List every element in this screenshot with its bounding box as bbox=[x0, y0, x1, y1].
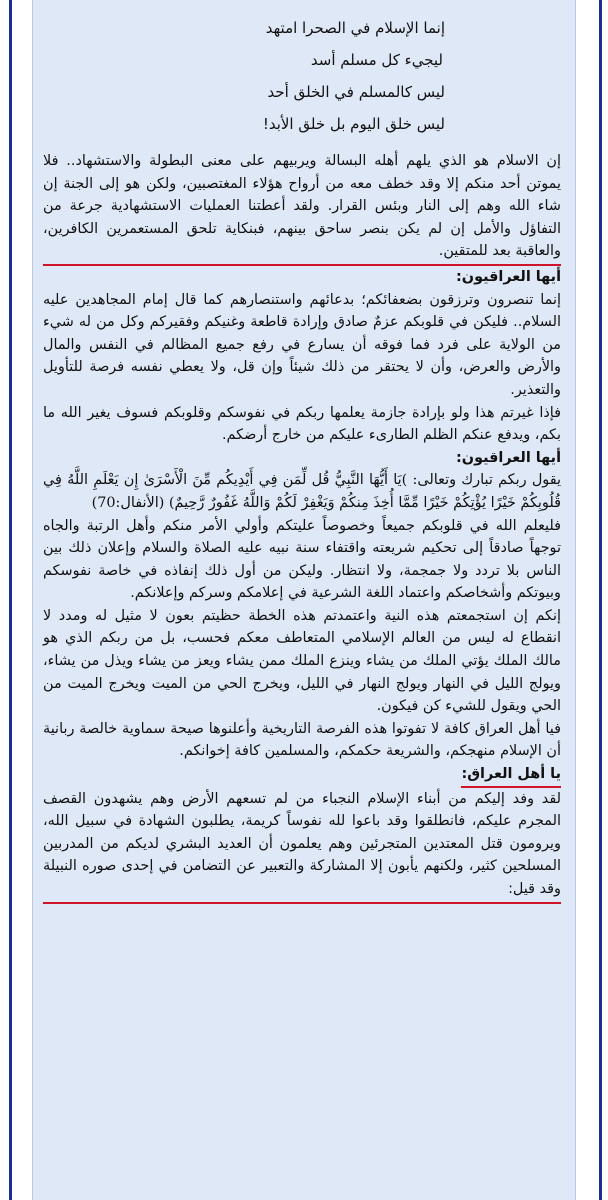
section-heading-highlighted: يا أهل العراق: bbox=[461, 763, 561, 788]
quran-verse-paragraph: يقول ربكم تبارك وتعالى: )يَا أَيُّهَا النَّبِيُّ قُل لِّمَن فِي أَيْدِيكُم مِّنَ الْأَسْرَىٰ إِن يَعْلَمِ اللَّهُ فِي قُلُوبِكُمْ خَيْرًا يُؤْتِكُمْ خَيْرًا مِّمَّا أُخِذَ مِنكُمْ وَيَغْفِرْ لَكُمْ وَاللَّهُ غَفُورٌ رَّحِيمٌ) (الأنفال:70) bbox=[43, 472, 561, 511]
left-border bbox=[0, 0, 14, 1200]
paragraph: فيا أهل العراق كافة لا تفوتوا هذه الفرصة التاريخية وأعلنوها صيحة سماوية خالصة ربانية أن الإسلام منهجكم، والشريعة حكمكم، والمسلمين كافة إخوانكم. bbox=[43, 720, 561, 760]
document-page bbox=[32, 0, 576, 1200]
poem-line: ليس خلق اليوم بل خلق الأبد! bbox=[262, 115, 445, 133]
poem-line: إنما الإسلام في الصحرا امتهد bbox=[265, 19, 445, 37]
paragraph-highlighted: إن الاسلام هو الذي يلهم أهله البسالة ويربيهم على معنى البطولة والاستشهاد.. فلا يموتن أحد منكم إلا وقد خطف معه من أرواح هؤلاء المغتصبين، ولكن هو إلى الجنة إن شاء الله وهم إلى النار وبئس القرار. ولقد أعطتنا العمليات الاستشهادية جرعة من التفاؤل والأمل إن لم يكن بنصر ساحق بينهم، فبنكاية تلحق المستعمرين الكافرين، والعاقبة بعد للمتقين. bbox=[43, 150, 561, 266]
paragraph: فإذا غيرتم هذا ولو بإرادة جازمة يعلمها ربكم في نفوسكم وقلوبكم فسوف يغير الله ما بكم، ويدفع عنكم الظلم الطارىء عليكم من خارج أرضكم. bbox=[43, 404, 561, 444]
article-body bbox=[43, 150, 561, 904]
paragraph: إنما تنصرون وترزقون بضعفائكم؛ بدعائهم واستنصارهم كما قال إمام المجاهدين عليه السلام.. فليكن في قلوبكم عزمٌ صادق وإرادة قاطعة وغنيكم وفقيركم وكل من له شيء من الولاية على فرد فما فوقه أن يسارع في رفع جميع المظالم في النفس والمال والأرض والعرض، وأن لا يحتقر من ذلك شيئاً وإن قل، ولا يعطي نفسه فرصة للتأويل والتعذير. bbox=[43, 291, 561, 398]
section-heading: أيها العراقيون: bbox=[456, 268, 561, 285]
poem-line: ليجيء كل مسلم أسد bbox=[310, 51, 443, 69]
paragraph: إنكم إن استجمعتم هذه النية واعتمدتم هذه الخطة حظيتم بعون لا مثيل له ومدد لا انقطاع له ليس من العالم الإسلامي المتعاطف معكم فحسب، بل من ربكم الذي هو مالك الملك يؤتي الملك من يشاء وينزع الملك ممن يشاء ويعز من يشاء ويذل من يشاء، ويولج الليل في النهار ويولج النهار في الليل، ويخرج الحي من الميت ويخرج الميت من الحي ويقول للشيء كن فيكون. bbox=[43, 607, 561, 715]
poem-line: ليس كالمسلم في الخلق أحد bbox=[267, 83, 445, 101]
paragraph: فليعلم الله في قلوبكم جميعاً وخصوصاً عليتكم وأولي الأمر منكم وأهل الرتبة والجاه توجهاً صادقاً إلى تحكيم شريعته واقتفاء سنة نبيه عليه الصلاة والسلام وإعلان ذلك بين الناس بلا تردد ولا جمجمة، ولا انتظار. وليكن من أول ذلك إنفاذه في خاصة نفوسكم وبيوتكم وأشخاصكم واعتماد اللغة الشرعية في إعلامكم وسركم وإعلانكم. bbox=[43, 517, 561, 602]
paragraph-highlighted: لقد وفد إليكم من أبناء الإسلام النجباء من لم تسعهم الأرض وهم يشهدون القصف المجرم عليكم، فانطلقوا وقد باعوا لله نفوساً كريمة، يطلبون الشهادة في سبيل الله، ويرومون قتل المعتدين المتجرئين وهم يعلمون أن العديد البشري لديكم من المدربين المسلحين كثير، ولكنهم يأبون إلا المشاركة والتعبير عن التضامن في إحدى صوره النبيلة وقد قيل: bbox=[43, 788, 561, 904]
right-border bbox=[594, 0, 608, 1200]
poem-block bbox=[31, 12, 575, 140]
section-heading: أيها العراقيون: bbox=[456, 449, 561, 466]
